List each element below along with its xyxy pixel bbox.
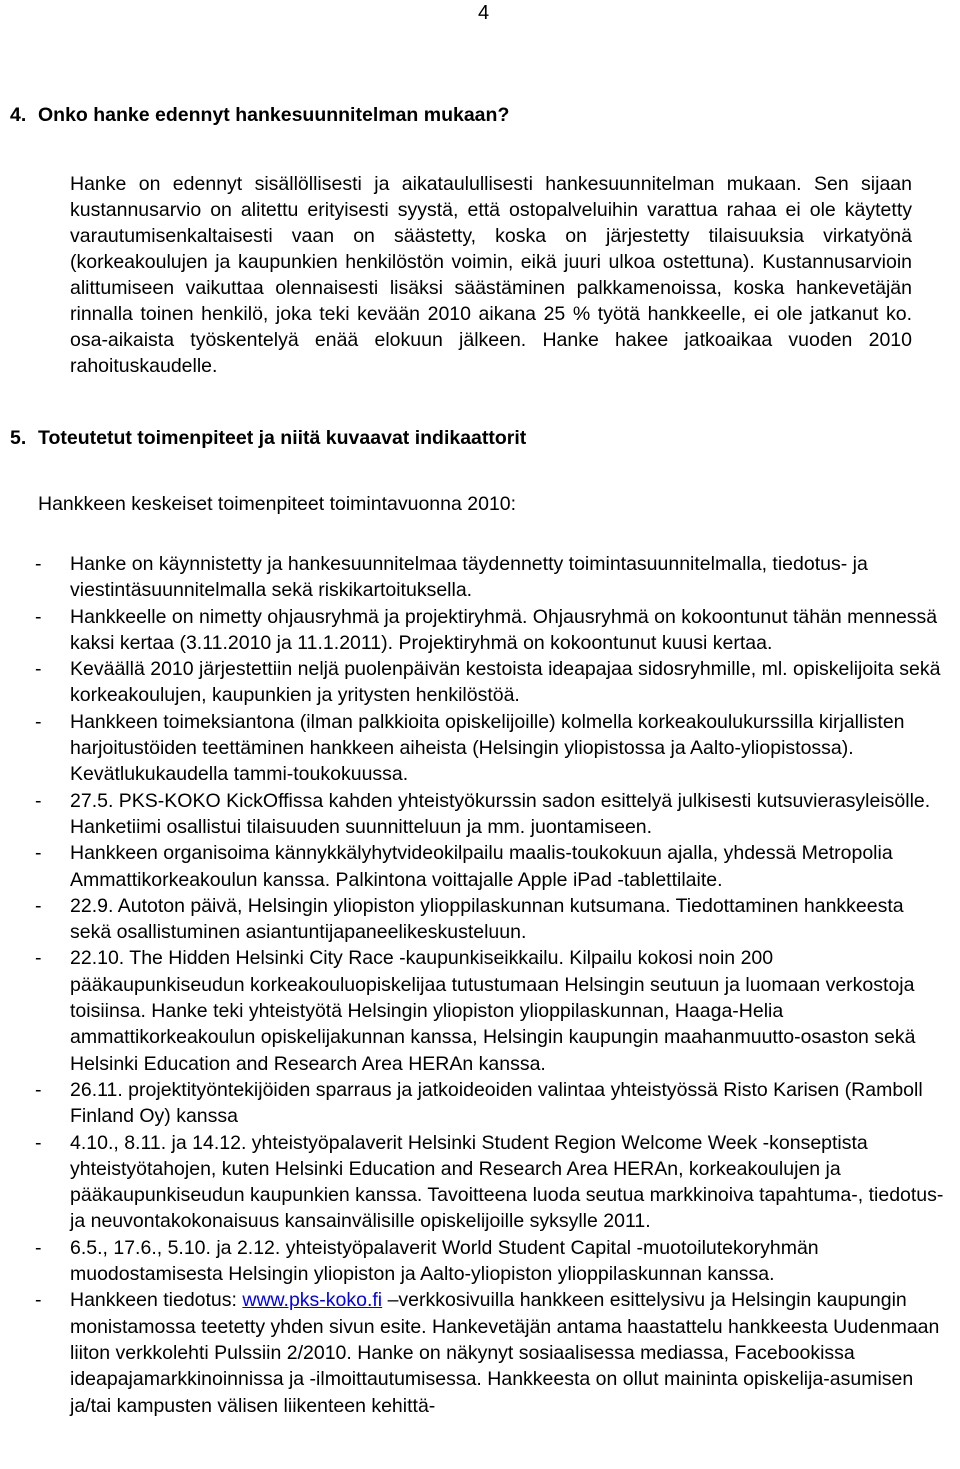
list-item-text: Hanke on käynnistetty ja hankesuunnitelmaa täydennetty toimintasuunnitelmalla, tiedotus- ja viestintäsuunnitelmalla sekä riskikartoituksella. [70, 553, 868, 602]
list-item-text: 26.11. projektityöntekijöiden sparraus ja jatkoideoiden valintaa yhteistyössä Risto Karisen (Ramboll Finland Oy) kanssa [70, 1078, 923, 1128]
list-dash: - [35, 605, 42, 628]
list-item-text: Hankkeen organisoima kännykkälyhytvideokilpailu maalis-toukokuun ajalla, yhdessä Metropolia Ammattikorkeakoulun kanssa. Palkintona voittajalle Apple iPad -tablettilaite. [70, 842, 893, 891]
list-item [35, 604, 945, 657]
list-item [35, 1235, 945, 1288]
activity-list [35, 551, 945, 1419]
list-item-text: 6.5., 17.6., 5.10. ja 2.12. yhteistyöpalaverit World Student Capital -muotoilutekoryhmän muodostamisesta Helsingin yliopiston ja Aalto-yliopiston ylioppilaskunnan kanssa. [70, 1236, 819, 1286]
list-dash: - [35, 553, 42, 575]
pks-koko-website-link[interactable]: www.pks-koko.fi [242, 1289, 383, 1312]
list-item [35, 840, 945, 893]
list-item [35, 945, 945, 1076]
list-item [35, 788, 945, 841]
list-item-text: 4.10., 8.11. ja 14.12. yhteistyöpalaverit Helsinki Student Region Welcome Week -konseptista yhteistyötahojen, kuten Helsinki Education and Research Area HERAn, korkeakoulujen ja pääkaupunkiseudun kaupunkien kanssa. Tavoitteena luoda seutua markkinoiva tapahtuma-, tiedotus- ja neuvontakokonaisuus kansainvälisille opiskelijoille syksylle 2011. [70, 1131, 944, 1233]
section-5-intro: Hankkeen keskeiset toimenpiteet toimintavuonna 2010: [38, 493, 517, 515]
list-item-text: Hankkeelle on nimetty ohjausryhmä ja projektiryhmä. Ohjausryhmä on kokoontunut tähän mennessä kaksi kertaa (3.11.2010 ja 11.1.2011). Projektiryhmä on kokoontunut kuusi kertaa. [70, 605, 938, 654]
section-5-heading [10, 427, 526, 450]
list-dash: - [35, 789, 42, 812]
list-dash: - [35, 894, 42, 917]
list-item-text-after-link: –verkkosivuilla hankkeen esittelysivu ja Helsingin kaupungin monistamossa teetetty yhden sivun esite. Hankevetäjän antama haastattelu hankkeesta Uudenmaan liiton verkkolehti Pulssiin 2/2010. Hanke on näkynyt sosiaalisessa mediassa, Facebookissa ideapajamarkkinoinnissa ja -ilmoittautumisessa. Hankkeesta on ollut maininta opiskelija-asumisen ja/tai kampusten välisen liikenteen kehittä- [70, 1289, 940, 1417]
list-item-text: Hankkeen toimeksiantona (ilman palkkioita opiskelijoille) kolmella korkeakoulukurssilla kirjallisten harjoitustöiden teettäminen hankkeen aiheista (Helsingin yliopistossa ja Aalto-yliopistossa). Kevätlukukaudella tammi-toukokuussa. [70, 710, 905, 786]
list-item [35, 551, 945, 604]
section-4-heading [10, 104, 509, 127]
list-item-text: 27.5. PKS-KOKO KickOffissa kahden yhteistyökurssin sadon esittelyä julkisesti kutsuvierasyleisölle. Hanketiimi osallistui tilaisuuden suunnitteluun ja mm. juontamiseen. [70, 789, 931, 838]
list-dash: - [35, 842, 42, 865]
list-item [35, 1077, 945, 1130]
section-4-title: Onko hanke edennyt hankesuunnitelman mukaan? [38, 104, 510, 126]
section-5-number: 5. [10, 427, 27, 449]
list-dash: - [35, 658, 42, 681]
list-item-text-before-link: Hankkeen tiedotus: [70, 1289, 243, 1312]
section-4-number: 4. [10, 104, 27, 126]
section-5-title: Toteutetut toimenpiteet ja niitä kuvaavat indikaattorit [38, 427, 527, 449]
list-dash: - [35, 1078, 42, 1101]
list-dash: - [35, 1131, 42, 1154]
list-dash: - [35, 710, 42, 733]
list-item [35, 656, 945, 709]
list-dash: - [35, 1289, 42, 1312]
list-item [35, 893, 945, 946]
section-4-paragraph: Hanke on edennyt sisällöllisesti ja aikataulullisesti hankesuunnitelman mukaan. Sen sijaan kustannusarvio on alitettu erityisesti syystä, että ostopalveluihin varattua rahaa ei ole käytetty varautumisenkaltaisesti vaan on säästetty, koska on järjestetty tilaisuuksia virkatyönä (korkeakoulujen ja kaupunkien henkilöstön voimin, eikä juuri ulkoa ostettuna). Kustannusarvioin alittumiseen vaikuttaa olennaisesti lisäksi säästäminen palkkamenoissa, koska hankevetäjän rinnalla toinen henkilö, joka teki kevään 2010 aikana 25 % työtä hankkeelle, ei ole jatkanut ko. osa-aikaista työskentelyä enää elokuun jälkeen. Hanke hakee jatkoaikaa vuoden 2010 rahoituskaudelle. [70, 173, 912, 377]
list-item-text: 22.9. Autoton päivä, Helsingin yliopiston ylioppilaskunnan kutsumana. Tiedottaminen hankkeesta sekä osallistuminen asiantuntijapaneelikeskusteluun. [70, 894, 904, 944]
list-item-text: 22.10. The Hidden Helsinki City Race -kaupunkiseikkailu. Kilpailu kokosi noin 200 pääkaupunkiseudun korkeakouluopiskelijaa tutustumaan Helsingin seutuun ja luomaan verkostoja toisiinsa. Hanke teki yhteistyötä Helsingin yliopiston ylioppilaskunnan, Haaga-Helia ammattikorkeakoulun opiskelijakunnan kanssa, Helsingin kaupungin maahanmuutto-osaston sekä Helsinki Education and Research Area HERAn kanssa. [70, 947, 916, 1075]
list-dash: - [35, 1236, 42, 1259]
list-item [35, 709, 945, 788]
page-number: 4 [478, 2, 490, 24]
list-item [35, 1287, 945, 1418]
list-item [35, 1130, 945, 1235]
list-item-text: Keväällä 2010 järjestettiin neljä puolenpäivän kestoista ideapajaa sidosryhmille, ml. opiskelijoita sekä korkeakoulujen, kaupunkien ja yritysten henkilöstöä. [70, 658, 941, 707]
list-dash: - [35, 947, 42, 970]
